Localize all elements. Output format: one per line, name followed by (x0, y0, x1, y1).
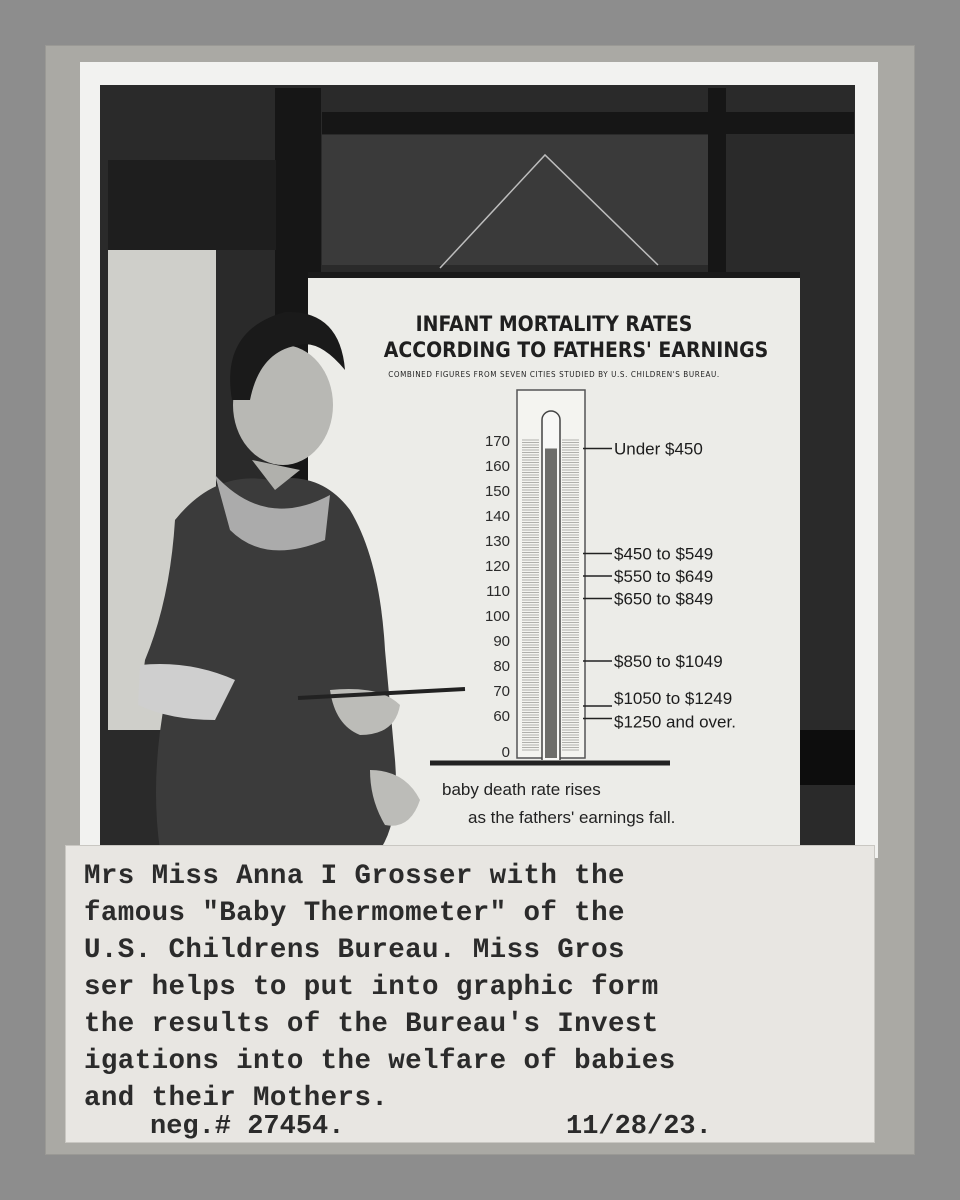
note-line2: as the fathers' earnings fall. (468, 808, 676, 827)
tick-label: 130 (484, 533, 510, 550)
tick-label: 120 (484, 558, 510, 575)
earnings-bracket-label: $450 to $549 (614, 544, 714, 564)
tick-label: 110 (486, 583, 510, 600)
tick-label: 70 (493, 683, 510, 700)
negative-number: neg.# 27454. (150, 1112, 345, 1142)
tick-label: 140 (484, 508, 510, 525)
earnings-bracket-label: $1250 and over. (614, 712, 736, 732)
tick-label: 170 (484, 433, 510, 450)
caption-text: Mrs Miss Anna I Grosser with the famous "Baby Thermometer" of the U.S. Childrens Bureau. Miss Gros ser helps to put into graphic form the results of the Bureau's Invest igations into the welfare of babies and their Mothers. (84, 861, 676, 1114)
tick-label: 80 (493, 658, 510, 675)
caption-date: 11/28/23. (566, 1112, 712, 1142)
tick-label: 150 (484, 483, 510, 500)
tick-label: 60 (493, 708, 510, 725)
earnings-bracket-label: $550 to $649 (614, 567, 714, 586)
tick-label: 100 (484, 608, 510, 625)
earnings-bracket-label: Under $450 (614, 439, 703, 459)
earnings-bracket-label: $650 to $849 (614, 589, 714, 609)
tick-label: 160 (484, 458, 510, 475)
tick-label: 0 (501, 744, 510, 761)
chart-subtitle: COMBINED FIGURES FROM SEVEN CITIES STUDIED BY U.S. CHILDREN'S BUREAU. (388, 370, 720, 379)
tick-label: 90 (493, 633, 510, 650)
chart-title: INFANT MORTALITY RATES (415, 312, 693, 336)
earnings-bracket-label: $850 to $1049 (614, 652, 723, 671)
earnings-bracket-label: $1050 to $1249 (614, 689, 733, 708)
chart-title-line2: ACCORDING TO FATHERS' EARNINGS (383, 338, 769, 362)
note-line1: baby death rate rises (442, 780, 601, 799)
